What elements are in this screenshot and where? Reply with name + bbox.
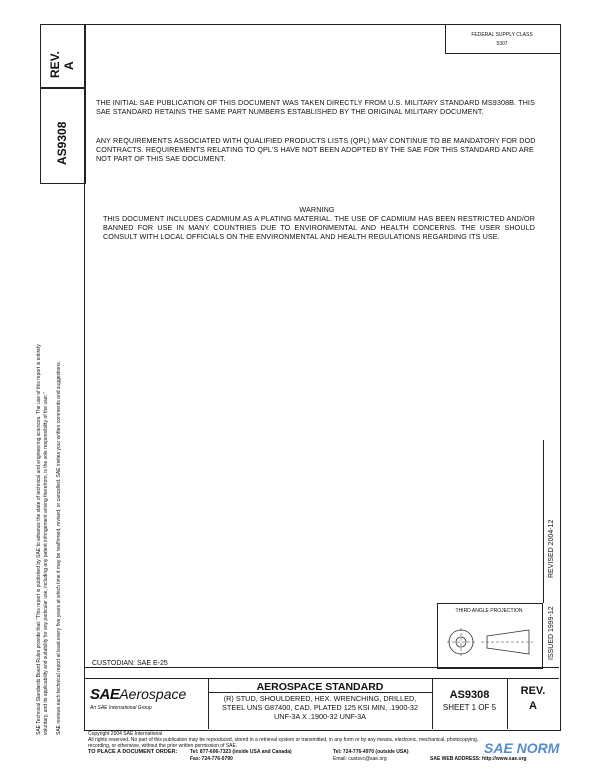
title-block-rev-label: REV. — [520, 685, 546, 697]
margin-note-3: SAE reviews each technical report at least every five years at which time it may be reaffirmed, revised, or cancelled. SAE invites your written comments and suggestions. — [56, 361, 62, 735]
footer-rights-2: recording, or otherwise, without the prior written permission of SAE. — [88, 743, 238, 749]
watermark-text: SAE NORM — [484, 740, 560, 756]
projection-label: THIRD ANGLE PROJECTION — [455, 608, 523, 614]
footer-web: SAE WEB ADDRESS: http://www.sae.org — [430, 756, 527, 762]
date-column-line — [543, 440, 544, 603]
margin-note-2: voluntary, and its applicability and suitability for any particular use, including any patent infringement arising therefrom, is the sole responsibility of the user." — [43, 392, 49, 735]
revised-date: REVISED 2004-12 — [548, 519, 555, 578]
footer-tel-1: Tel: 877-606-7323 (inside USA and Canada) — [190, 749, 292, 755]
federal-supply-line2: 5307 — [496, 41, 508, 47]
logo-sae-text: SAE — [90, 686, 120, 703]
title-block-rev-value: A — [529, 700, 537, 712]
footer-rights: All rights reserved. No part of this publication may be reproduced, stored in a retrieval system or transmitted, in any form or by any means, electronic, mechanical, photocopying, — [88, 737, 479, 743]
paragraph-initial-publication: THE INITIAL SAE PUBLICATION OF THIS DOCUMENT WAS TAKEN DIRECTLY FROM U.S. MILITARY STANDARD MS9308B. THIS SAE STANDARD RETAINS THE SAME PART NUMBERS ESTABLISHED BY THE ORIGINAL MILITARY DOCUMENT. — [96, 98, 535, 116]
logo-tagline: An SAE International Group — [90, 705, 152, 711]
document-heading: AEROSPACE STANDARD — [256, 681, 384, 693]
issued-date: ISSUED 1999-12 — [548, 606, 555, 660]
warning-title: WARNING — [299, 205, 335, 214]
logo-aerospace-text: Aerospace — [119, 686, 187, 702]
document-description: (R) STUD, SHOULDERED, HEX. WRENCHING, DRILLED, STEEL UNS G87400, CAD. PLATED 125 KSI MIN, .1900-32 UNF-3A X .1900-32 UNF-3A — [222, 694, 418, 721]
title-block-doc-number: AS9308 — [449, 689, 490, 701]
margin-note-1: SAE Technical Standards Board Rules provide that: "This report is published by SAE to advance the state of technical and engineering sciences. The use of this report is entirely — [36, 344, 42, 735]
footer-order-label: TO PLACE A DOCUMENT ORDER: — [88, 749, 178, 755]
paragraph-qpl: ANY REQUIREMENTS ASSOCIATED WITH QUALIFIED PRODUCTS LISTS (QPL) MAY CONTINUE TO BE MANDATORY FOR DOD CONTRACTS. REQUIREMENTS RELATING TO QPL'S HAVE NOT BEEN ADOPTED BY THE SAE FOR THIS STANDARD AND ARE NOT PART OF THIS SAE DOCUMENT. — [96, 136, 536, 163]
federal-supply-line1: FEDERAL SUPPLY CLASS — [471, 32, 533, 38]
footer-fax: Fax: 724-776-0790 — [190, 756, 233, 762]
footer-copyright: Copyright 2004 SAE International — [88, 731, 163, 737]
third-angle-projection-icon — [445, 624, 535, 662]
sae-aerospace-logo — [90, 686, 186, 711]
sheet-number: SHEET 1 OF 5 — [442, 703, 497, 712]
rev-label-vertical — [48, 51, 76, 78]
custodian-row — [84, 667, 559, 678]
sae-norm-watermark — [484, 740, 559, 758]
warning-text: THIS DOCUMENT INCLUDES CADMIUM AS A PLATING MATERIAL. THE USE OF CADMIUM HAS BEEN RESTRICTED AND/OR BANNED FOR USE IN MANY COUNTRIES DUE TO ENVIRONMENTAL AND HEALTH CONCERNS. THE USER SHOULD CONSULT WITH LOCAL OFFICIALS ON THE ENVIRONMENTAL AND HEALTH REGULATIONS REGARDING ITS USE. — [103, 214, 535, 241]
rev-label: REV. — [48, 51, 62, 78]
footer-email: Email: custsvc@sae.org — [333, 756, 387, 762]
rev-value: A — [62, 61, 76, 70]
custodian-label: CUSTODIAN: SAE E-25 — [92, 660, 168, 667]
footer-tel-2: Tel: 724-776-4970 (outside USA) — [333, 749, 409, 755]
federal-supply-box — [445, 24, 561, 54]
doc-number-vertical: AS9308 — [55, 121, 69, 165]
